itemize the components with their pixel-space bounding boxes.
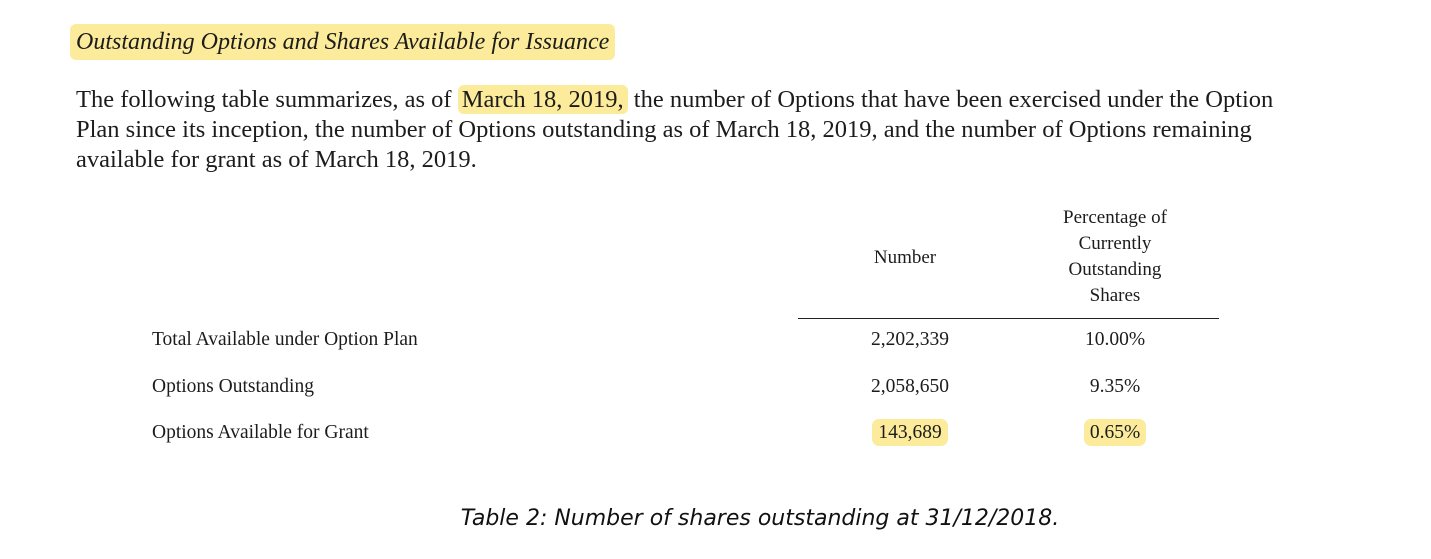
- row-label-total-available: Total Available under Option Plan: [152, 329, 418, 350]
- intro-paragraph: [76, 85, 1296, 175]
- intro-text-after: the number of Options that have been exercised under the Option Plan since its inception, the number of Options outstanding as of March 18, 2019, and the number of Options remaining available for grant as of March 18, 2019.: [76, 86, 1274, 173]
- column-header-percentage-line: Percentage of: [1063, 207, 1167, 228]
- cell-percentage-options-outstanding: 9.35%: [1089, 376, 1141, 397]
- cell-percentage-options-available: [1055, 420, 1175, 446]
- column-header-number: Number: [873, 247, 937, 268]
- highlighted-percentage: 0.65%: [1084, 419, 1146, 446]
- cell-number-options-outstanding: 2,058,650: [871, 376, 949, 397]
- column-header-percentage-line: Currently: [1078, 233, 1152, 254]
- row-label-options-available: Options Available for Grant: [152, 422, 369, 443]
- highlighted-date: March 18, 2019,: [458, 85, 628, 114]
- table-header-rule: [798, 318, 1219, 319]
- column-header-percentage-line: Shares: [1089, 285, 1141, 306]
- column-header-percentage: [1030, 205, 1200, 309]
- section-heading: Outstanding Options and Shares Available for Issuance: [70, 24, 615, 60]
- cell-percentage-total-available: 10.00%: [1084, 329, 1146, 350]
- row-label-options-outstanding: Options Outstanding: [152, 376, 314, 397]
- intro-text-before: The following table summarizes, as of: [76, 86, 458, 113]
- table-caption: Table 2: Number of shares outstanding at 31/12/2018.: [460, 506, 1060, 531]
- cell-number-options-available: [850, 420, 970, 446]
- column-header-percentage-line: Outstanding: [1068, 259, 1162, 280]
- cell-number-total-available: 2,202,339: [871, 329, 949, 350]
- highlighted-number: 143,689: [872, 419, 947, 446]
